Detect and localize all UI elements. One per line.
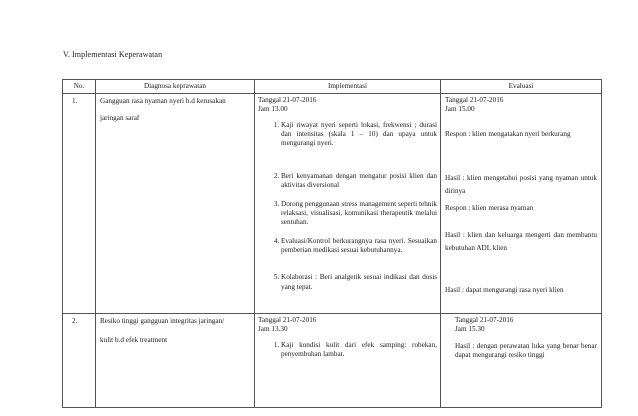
evaluation-text: Hasil : klien mengetahui posisi yang nyaman untuk dirinya	[445, 174, 597, 196]
evaluation-text: Hasil : klien dan keluarga mengerti dan membantu kebutuhan ADL klien	[445, 231, 597, 253]
diagnosis-text: Gangguan rasa nyaman nyeri b.d kerusakan	[100, 97, 226, 105]
header-evaluation: Evaluasi	[441, 80, 602, 94]
impl-item: 1. Kaji riwayat nyeri seperti lokasi, frekwensi ; durasi dan intensitas (skala 1 – 10) dan upaya untuk mengurangi nyeri.	[281, 121, 437, 149]
implementation-table	[62, 79, 602, 408]
table-row	[63, 314, 602, 408]
impl-date: Tanggal 21-07-2016	[258, 96, 317, 104]
evaluation-cell	[441, 314, 602, 408]
eval-date: Tanggal 21-07-2016	[445, 96, 504, 104]
impl-item: 4. Evaluasi/Kontrol berkurangnya rasa nyeri. Sesuaikan pemberian medikasi sesuai kebutuhannya.	[281, 237, 437, 256]
implementation-cell	[255, 94, 441, 314]
impl-item: 1. Kaji kondisi kulit dari efek samping: robekan, penyembuhan lambat.	[281, 341, 437, 360]
eval-time: Jam 15.30	[455, 325, 485, 334]
header-diagnosis: Diagnosa keprawatan	[96, 80, 255, 94]
diagnosis-text-cont: kulit b.d efek treatment	[100, 336, 168, 345]
eval-time: Jam 15.00	[445, 105, 475, 114]
evaluation-text: Respon : klien merasa nyaman	[445, 203, 534, 212]
impl-list	[258, 121, 437, 292]
table-header-row	[63, 80, 602, 94]
diagnosis-cell	[96, 94, 255, 314]
header-implementation: Implementasi	[255, 80, 441, 94]
impl-date: Tanggal 21-07-2016	[258, 316, 317, 324]
impl-time: Jam 13.00	[258, 105, 288, 114]
impl-item: 3. Dorong penggunaan stress management seperti tehnik relaksasi, visualisasi, komunikasi therapeutik melalui sentuhan.	[281, 200, 437, 228]
diagnosis-cell	[96, 314, 255, 408]
row-number: 1.	[63, 94, 96, 314]
evaluation-text: Hasil : dapat mengurangi rasa nyeri klien	[445, 286, 564, 295]
diagnosis-text: Resiko tinggi gangguan integritas jaringan/	[100, 317, 225, 325]
impl-time: Jam 13.30	[258, 325, 288, 334]
table-row	[63, 94, 602, 314]
diagnosis-text-cont: jaringan saraf	[100, 114, 140, 123]
section-title: V. Implementasi Keperawatan	[63, 50, 163, 59]
evaluation-text: Respon : klien mengatakan nyeri berkurang	[445, 129, 571, 138]
header-no: No.	[63, 80, 96, 94]
row-number: 2.	[63, 314, 96, 408]
evaluation-cell	[441, 94, 602, 314]
impl-item: 5. Kolaborasi : Beri analgetik sesuai indikasi dan dosis yang tepat.	[281, 273, 437, 292]
eval-date: Tanggal 21-07-2016	[455, 316, 514, 324]
impl-item: 2. Beri kenyamanan dengan mengatur posisi klien dan aktivitas diversional	[281, 172, 437, 191]
implementation-cell	[255, 314, 441, 408]
impl-list	[258, 341, 437, 360]
evaluation-text: Hasil : dengan perawatan luka yang benar benar dapat mengurangi resiko tinggi	[455, 341, 597, 360]
